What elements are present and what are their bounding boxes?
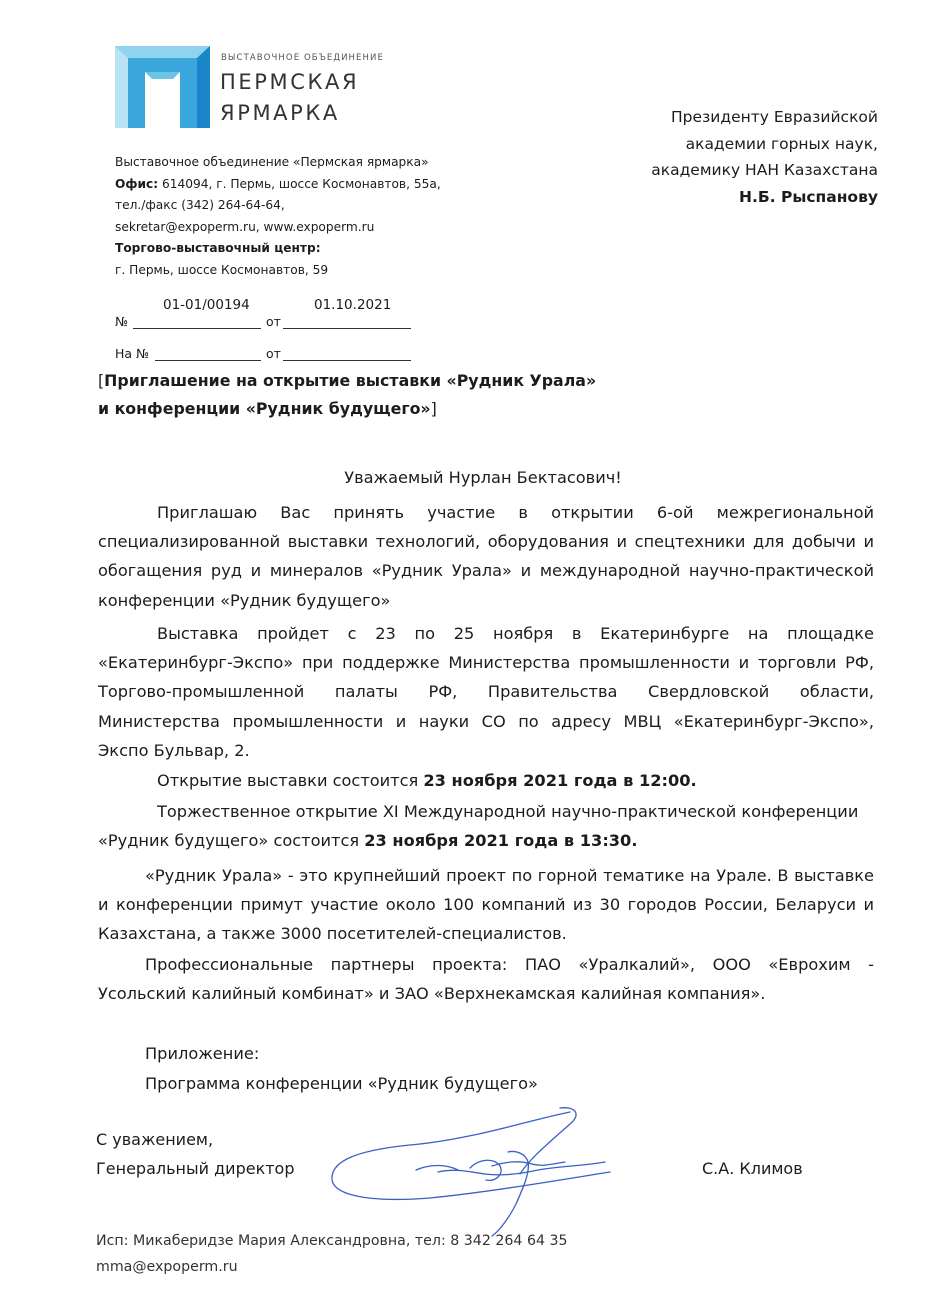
paragraph-line: конференции «Рудник будущего» xyxy=(98,590,391,610)
subject xyxy=(98,367,597,422)
paragraph-venue xyxy=(98,619,874,765)
reply-date-underline xyxy=(283,360,411,361)
paragraph-line: Усольский калийный комбинат» и ЗАО «Верхнекамская калийная компания». xyxy=(98,984,766,1004)
conference-text: «Рудник будущего» состоится xyxy=(98,831,365,851)
paragraph-line xyxy=(98,766,874,795)
paragraph-line: Приглашаю Вас принять участие в открытии 6-ой межрегиональной xyxy=(157,503,874,522)
paragraph-line: Торжественное открытие XI Международной научно-практической конференции xyxy=(157,802,859,821)
signer-position: Генеральный директор xyxy=(96,1159,295,1178)
opening-text: Открытие выставки состоится xyxy=(157,771,424,790)
center-address: г. Пермь, шоссе Космонавтов, 59 xyxy=(115,262,329,277)
recipient-line1: Президенту Евразийской xyxy=(671,108,878,126)
executor-info: Исп: Микаберидзе Мария Александровна, тел: 8 342 264 64 35 xyxy=(96,1233,568,1249)
paragraph-line: Торгово-промышленной палаты РФ, Правительства Свердловской области, xyxy=(98,682,874,702)
paragraph-line: Экспо Бульвар, 2. xyxy=(98,740,250,760)
paragraph-line: «Екатеринбург-Экспо» при поддержке Министерства промышленности и торговли РФ, xyxy=(98,653,874,673)
subject-text-line2: и конференции «Рудник будущего» xyxy=(98,398,431,418)
reply-number-label: На № xyxy=(115,346,150,361)
subject-text-line1: Приглашение на открытие выставки «Рудник Урала» xyxy=(104,371,597,390)
paragraph-line: специализированной выставки технологий, оборудования и спецтехники для добычи и xyxy=(98,532,874,552)
paragraph-line: и конференции примут участие около 100 компаний из 30 городов России, Беларуси и xyxy=(98,895,874,915)
recipient-name: Н.Б. Рыспанову xyxy=(739,187,878,206)
sender-office xyxy=(115,174,475,196)
sender-info xyxy=(115,152,475,281)
paragraph-line: Выставка пройдет с 23 по 25 ноября в Екатеринбурге на площадке xyxy=(157,624,874,643)
regards-text: С уважением, xyxy=(96,1130,214,1149)
sender-contacts: sekretar@expoperm.ru, www.expoperm.ru xyxy=(115,219,375,234)
attachment-item: Программа конференции «Рудник будущего» xyxy=(145,1073,538,1093)
signer-name: С.А. Климов xyxy=(702,1159,803,1178)
date-underline xyxy=(283,328,411,329)
attachment-label: Приложение: xyxy=(145,1044,260,1063)
sender-phone: тел./факс (342) 264-64-64, xyxy=(115,198,285,212)
paragraph-line: «Рудник Урала» - это крупнейший проект по горной тематике на Урале. В выставке xyxy=(145,866,874,885)
subject-close-bracket: ] xyxy=(430,398,437,418)
sender-org: Выставочное объединение «Пермская ярмарка» xyxy=(115,155,429,169)
paragraph-invitation xyxy=(98,498,874,615)
center-label: Торгово-выставочный центр: xyxy=(115,241,321,255)
paragraph-line: Министерства промышленности и науки СО по адресу МВЦ «Екатеринбург-Экспо», xyxy=(98,711,874,731)
recipient-line2: академии горных наук, xyxy=(685,134,878,153)
recipient-line3: академику НАН Казахстана xyxy=(651,161,878,179)
logo-title-line2: ЯРМАРКА xyxy=(220,101,340,125)
recipient-block xyxy=(560,104,878,210)
paragraph-opening-time xyxy=(98,766,874,795)
outgoing-date: 01.10.2021 xyxy=(314,297,392,313)
paragraph-line: Профессиональные партнеры проекта: ПАО «Уралкалий», ООО «Еврохим - xyxy=(145,955,874,974)
attachment-block xyxy=(145,1039,538,1098)
from-label: от xyxy=(266,314,281,329)
paragraph-line xyxy=(98,826,874,855)
number-underline xyxy=(133,328,261,329)
paragraph-conference-time xyxy=(98,797,874,855)
paragraph-partners xyxy=(98,950,874,1008)
paragraph-line: обогащения руд и минералов «Рудник Урала» и международной научно-практической xyxy=(98,561,874,581)
executor-email: mma@expoperm.ru xyxy=(96,1259,238,1275)
subject-open-bracket: [ xyxy=(98,371,105,390)
footer xyxy=(96,1228,568,1280)
number-label: № xyxy=(115,314,129,329)
outgoing-number: 01-01/00194 xyxy=(163,297,250,313)
paragraph-project-info xyxy=(98,861,874,949)
subject-line2 xyxy=(98,395,578,423)
greeting: Уважаемый Нурлан Бектасович! xyxy=(344,468,622,487)
reply-number-underline xyxy=(155,360,261,361)
signature-position-block xyxy=(96,1125,295,1183)
logo-title-line1: ПЕРМСКАЯ xyxy=(220,70,360,94)
office-label: Офис: xyxy=(115,176,159,191)
paragraph-line: Казахстана, а также 3000 посетителей-специалистов. xyxy=(98,924,567,944)
conference-datetime: 23 ноября 2021 года в 13:30. xyxy=(364,831,638,851)
company-logo xyxy=(115,46,210,128)
reply-from-label: от xyxy=(266,346,281,361)
logo-subtitle: ВЫСТАВОЧНОЕ ОБЪЕДИНЕНИЕ xyxy=(221,53,384,63)
subject-line1 xyxy=(98,367,597,395)
handwritten-signature xyxy=(320,1100,690,1240)
office-address: 614094, г. Пермь, шоссе Космонавтов, 55а, xyxy=(158,176,441,191)
opening-datetime: 23 ноября 2021 года в 12:00. xyxy=(423,771,697,790)
